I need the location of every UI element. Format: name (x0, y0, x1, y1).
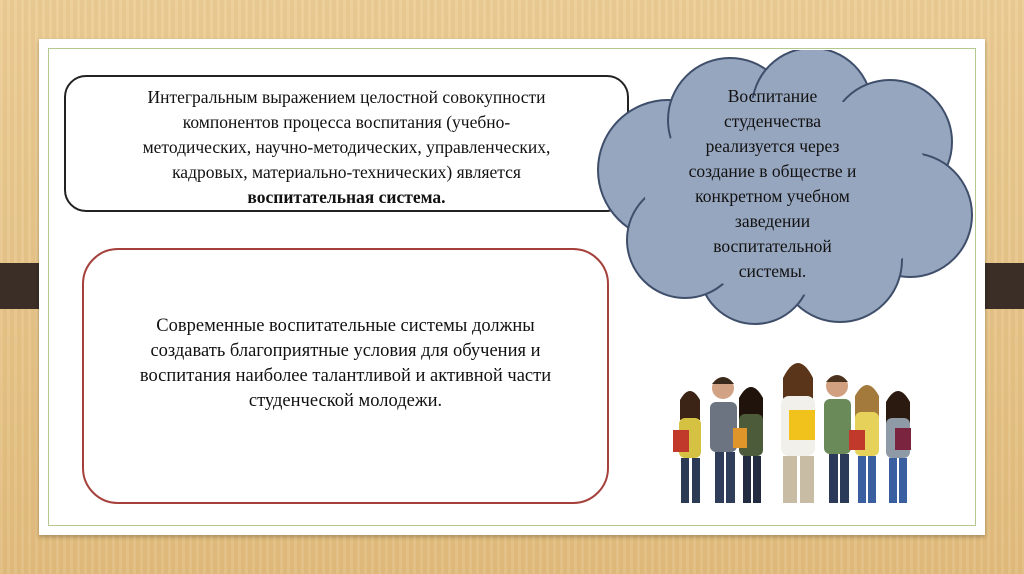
definition-bold-term: воспитательная система. (247, 187, 446, 207)
modern-systems-line: Современные воспитательные системы должны (156, 316, 535, 336)
cloud-line: воспитательной (713, 236, 832, 256)
definition-box (64, 75, 629, 212)
student-figure (781, 363, 815, 503)
cloud-line: студенчества (723, 111, 822, 131)
cloud-line: конкретном учебном (695, 186, 850, 206)
modern-systems-line: создавать благоприятные условия для обучения и (150, 341, 541, 361)
student-figure (733, 387, 763, 503)
cloud-line: создание в обществе и (688, 161, 857, 181)
modern-systems-line: студенческой молодежи. (248, 391, 443, 411)
cloud-line: системы. (738, 261, 807, 281)
student-figure (673, 391, 701, 503)
student-figure (849, 385, 879, 503)
student-figure (710, 377, 737, 503)
definition-line: методических, научно-методических, управленческих, (142, 137, 551, 157)
cloud-line: заведении (734, 211, 811, 231)
definition-line: Интегральным выражением целостной совокупности (147, 87, 546, 107)
definition-line: компонентов процесса воспитания (учебно- (182, 112, 511, 132)
modern-systems-line: воспитания наиболее талантливой и активной части (139, 366, 552, 386)
student-figure (886, 391, 911, 503)
cloud-line: Воспитание (727, 86, 818, 106)
modern-systems-box (82, 248, 609, 504)
cloud-line: реализуется через (705, 136, 840, 156)
student-figure (824, 375, 851, 503)
cloud-text (650, 84, 895, 284)
students-photo (655, 340, 930, 505)
definition-line: кадровых, материально-технических) является (172, 162, 521, 182)
